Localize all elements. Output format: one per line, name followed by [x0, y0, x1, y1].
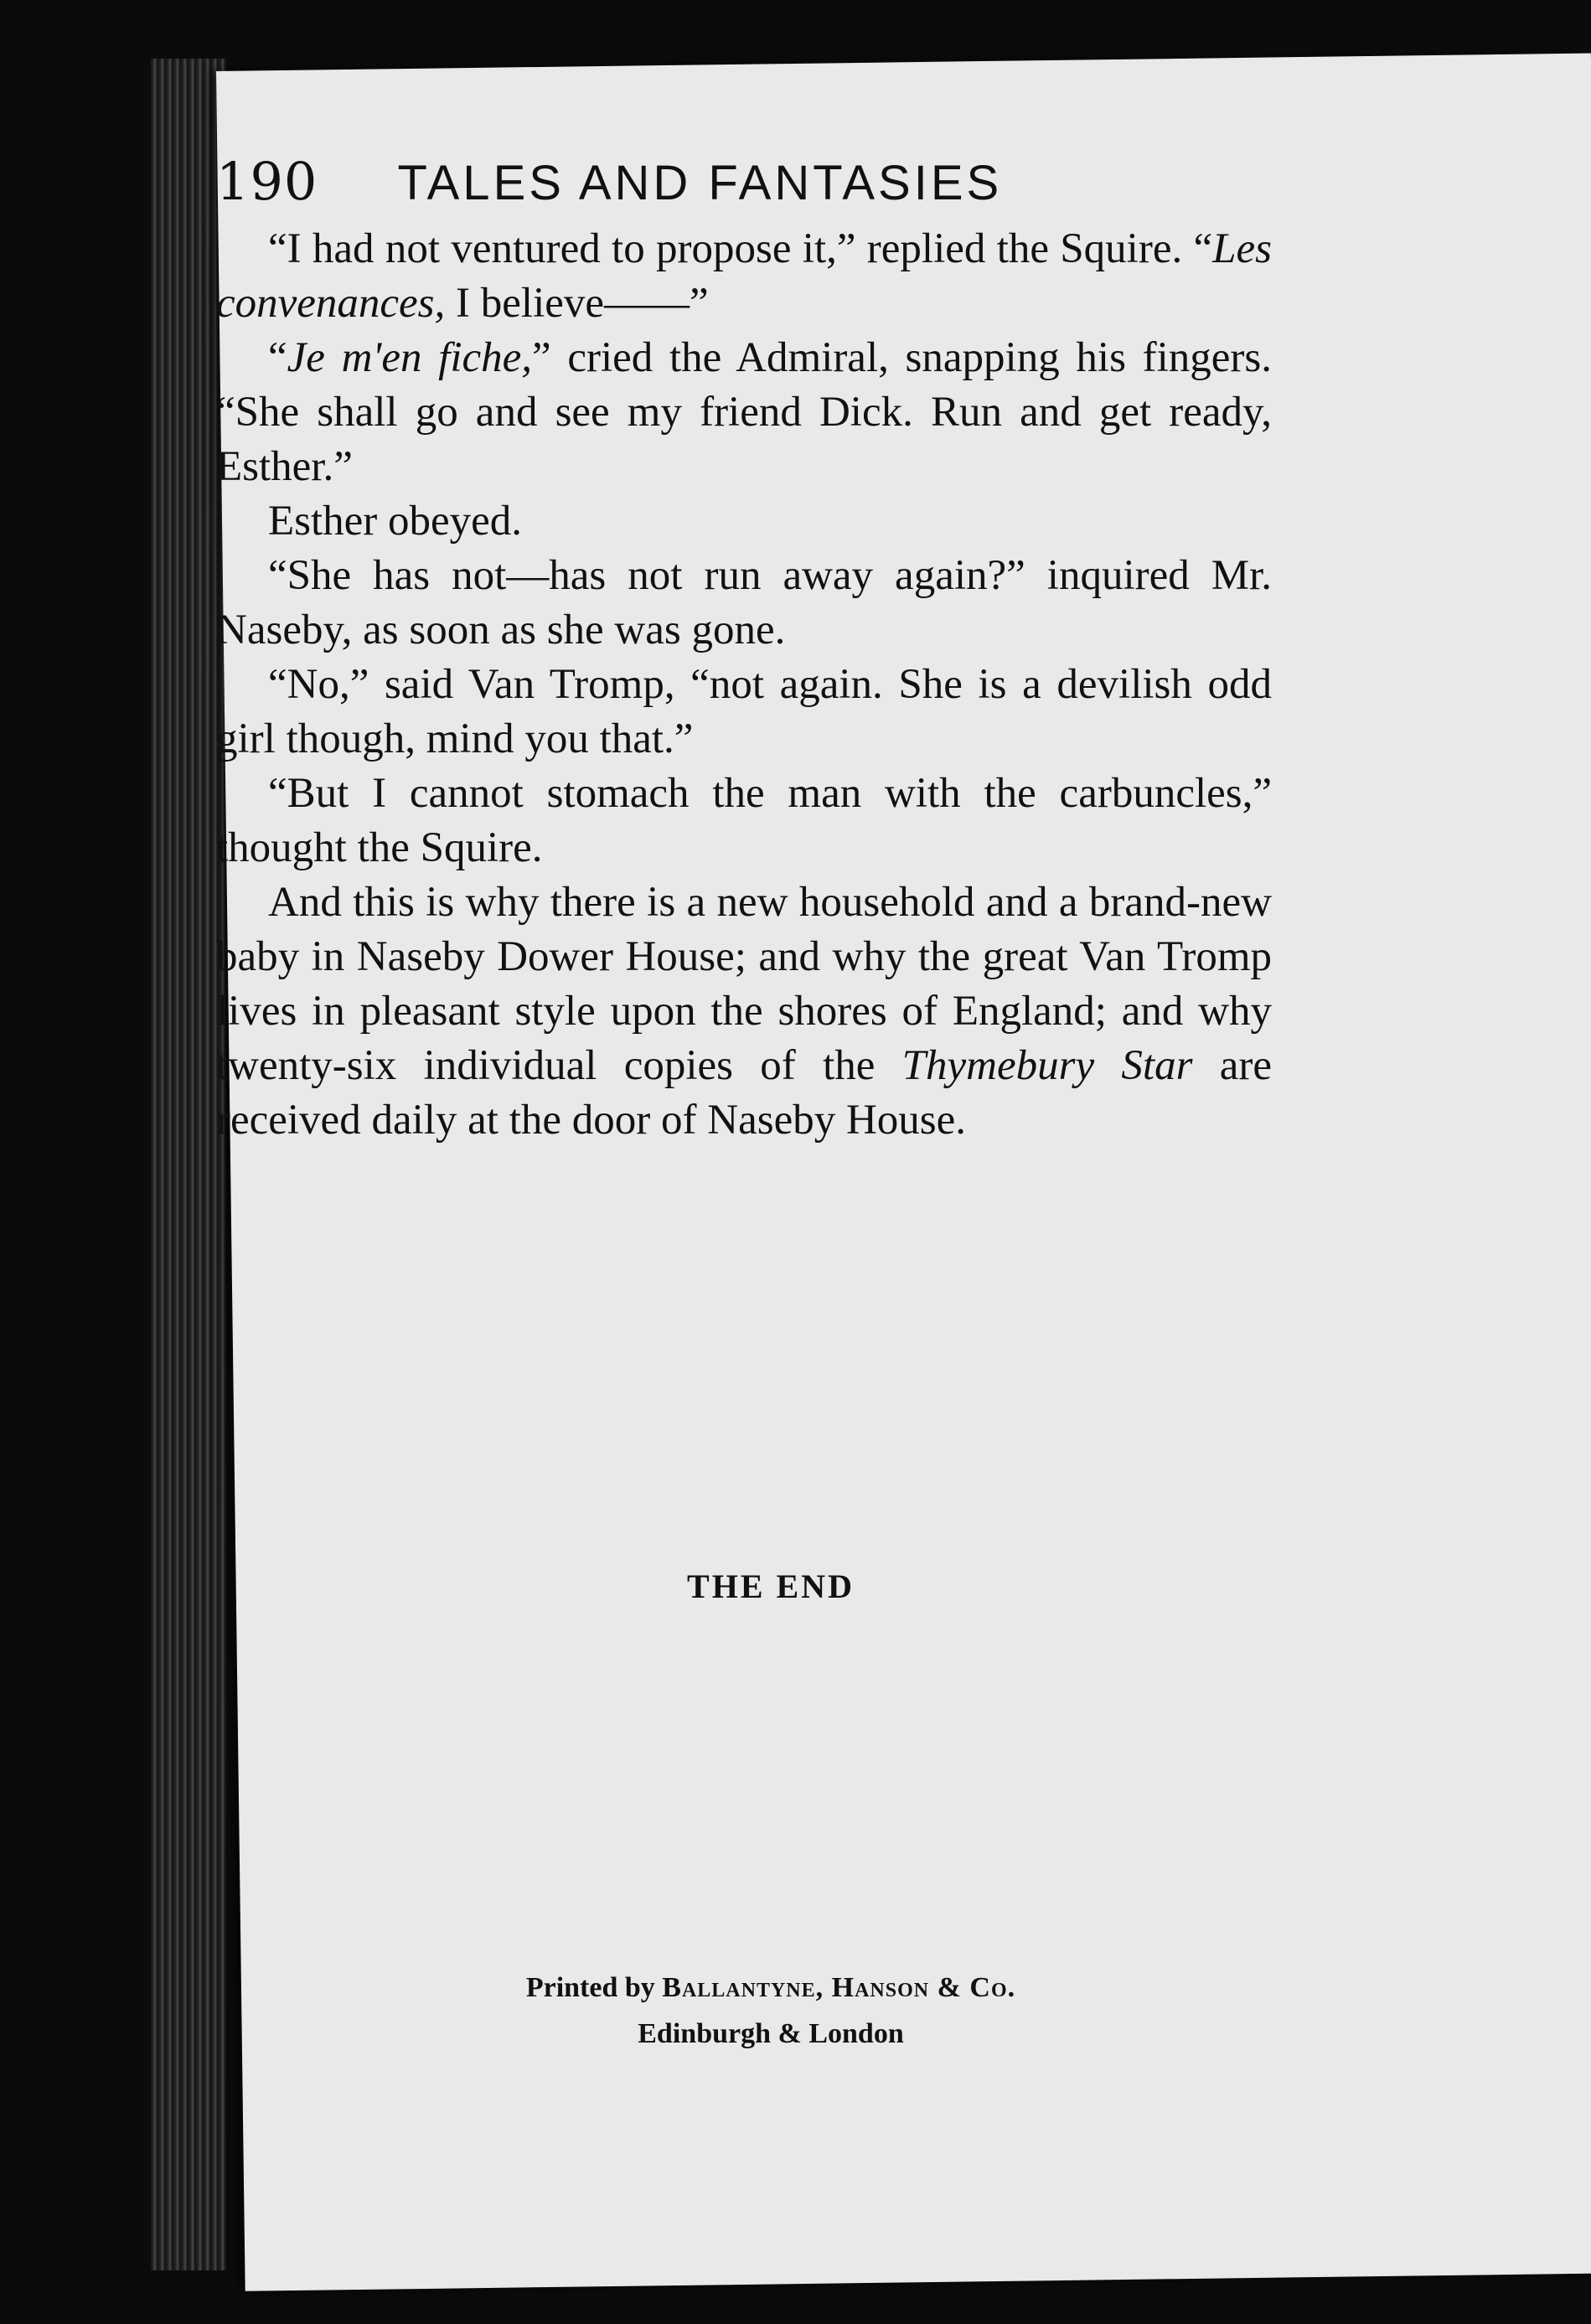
paragraph-esther-obeyed: Esther obeyed.: [268, 498, 523, 545]
paragraph-conclusion: [216, 875, 1272, 1148]
paragraph-naseby-inquiry: “She has not—has not run away again?” inquired Mr. Naseby, as soon as she was gone.: [216, 552, 1272, 653]
paragraph-text: ” cried the Admiral, snapping his fingers. “She shall go and see my friend Dick. Run and get ready, Esther.”: [216, 334, 1272, 490]
paragraph-text: are received daily at the door of Naseby House.: [216, 1042, 1272, 1144]
the-end-mark: THE END: [687, 1567, 855, 1605]
imprint-printer: Ballantyne, Hanson & Co.: [662, 1972, 1016, 2003]
body-text: [216, 222, 1272, 1148]
imprint-line-2: Edinburgh & London: [638, 2018, 904, 2049]
page-header: [216, 151, 1330, 213]
page-number: 190: [216, 151, 318, 212]
imprint-line-1: [436, 1965, 1106, 2011]
running-title: TALES AND FANTASIES: [397, 156, 1003, 210]
paragraph-text: And this is why there is a new household and a brand-new baby in Naseby Dower House; and why the great Van Tromp lives in pleasant style upon the shores of England; and why twenty-six individual copies of the: [216, 879, 1272, 1089]
paragraph-van-tromp-reply: “No,” said Van Tromp, “not again. She is a devilish odd girl though, mind you that.”: [216, 661, 1272, 762]
book-page-edges: [151, 59, 226, 2270]
italic-phrase: Les convenances,: [216, 225, 1272, 327]
paragraph-text: “I had not ventured to propose it,” replied the Squire. “: [268, 225, 1213, 272]
imprint-prefix: Printed by: [525, 1972, 663, 2003]
paragraph-admiral-cry: [216, 331, 1272, 494]
paragraph-text: “: [268, 334, 287, 381]
paragraph-text: I believe——”: [445, 280, 709, 327]
paragraph-squire-reply: [216, 222, 1272, 331]
italic-phrase: Je m'en fiche,: [287, 334, 533, 381]
italic-phrase: Thymebury Star: [901, 1042, 1193, 1089]
paragraph-squire-thought: “But I cannot stomach the man with the carbuncles,” thought the Squire.: [216, 770, 1272, 871]
printer-imprint: [436, 1965, 1106, 2057]
